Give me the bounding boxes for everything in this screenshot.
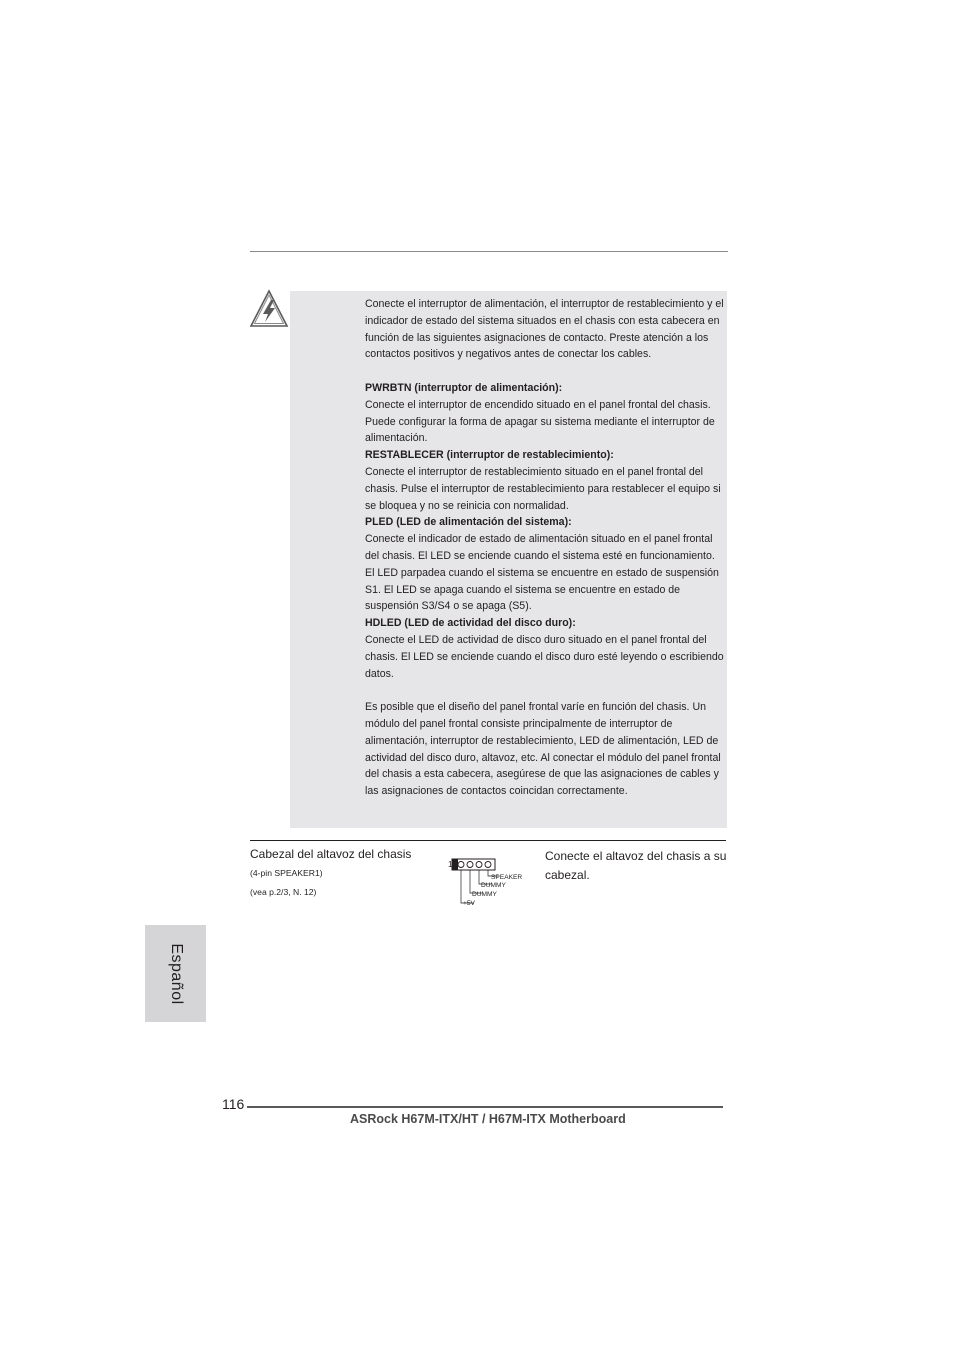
pled-text: Conecte el indicador de estado de alimentación situado en el panel frontal del chasis. El LED se enciende cuando el sistema esté en funcionamiento. El LED parpadea cuando el sistema se encuentre en estado de suspensión S1. El LED se apaga cuando el sistema se encuentre en estado de suspensión S3/S4 o se apaga (S5). [365,533,719,613]
pled-heading: PLED (LED de alimentación del sistema): [365,516,572,529]
language-tab-label: Español [167,942,185,1005]
page-number: 116 [222,1096,245,1112]
language-tab [145,925,206,1022]
speaker-pin-count: (4-pin SPEAKER1) [250,868,323,878]
speaker-description: Conecte el altavoz del chasis a su cabezal. [545,849,727,882]
pin-label-dummy-2: DUMMY [472,891,497,898]
footer-divider [247,1106,723,1108]
closing-paragraph: Es posible que el diseño del panel frontal varíe en función del chasis. Un módulo del panel frontal consiste principalmente de interruptor de alimentación, interruptor de restablecimiento, LED de alimentación, LED de actividad del disco duro, altavoz, etc. Al conectar el módulo del panel frontal del chasis a esta cabecera, asegúrese de que las asignaciones de cables y las asignaciones de contactos coincidan correctamente. [365,701,721,798]
reset-heading: RESTABLECER (interruptor de restablecimiento): [365,449,614,462]
top-divider [250,251,728,252]
intro-paragraph: Conecte el interruptor de alimentación, el interruptor de restablecimiento y el indicador de estado del sistema situados en el chasis con esta cabecera en función de las siguientes asignaciones de contacto. Preste atención a los contactos positivos y negativos antes de conectar los cables. [365,298,724,361]
warning-icon [248,288,290,330]
pin-label-speaker: SPEAKER [491,874,523,881]
speaker-header-diagram [446,856,526,906]
pin-label-dummy-1: DUMMY [481,882,506,889]
hdled-heading: HDLED (LED de actividad del disco duro): [365,617,576,630]
footer-title: ASRock H67M-ITX/HT / H67M-ITX Motherboard [350,1112,626,1126]
panel-header-instructions [365,296,727,800]
section-divider [250,840,726,841]
speaker-header-title: Cabezal del altavoz del chasis [250,847,412,861]
pwrbtn-text: Conecte el interruptor de encendido situado en el panel frontal del chasis. Puede configurar la forma de apagar su sistema mediante el interruptor de alimentación. [365,398,715,445]
pwrbtn-heading: PWRBTN (interruptor de alimentación): [365,381,563,394]
hdled-text: Conecte el LED de actividad de disco duro situado en el panel frontal del chasis. El LED se enciende cuando el disco duro esté leyendo o escribiendo datos. [365,633,724,680]
speaker-page-reference: (vea p.2/3, N. 12) [250,887,317,897]
pin-label-5v: +5V [463,900,475,906]
pin-one-label: 1 [448,860,453,869]
reset-text: Conecte el interruptor de restablecimiento situado en el panel frontal del chasis. Pulse el interruptor de restablecimiento para restablecer el equipo si se bloquea y no se reinicia con normalidad. [365,465,721,512]
